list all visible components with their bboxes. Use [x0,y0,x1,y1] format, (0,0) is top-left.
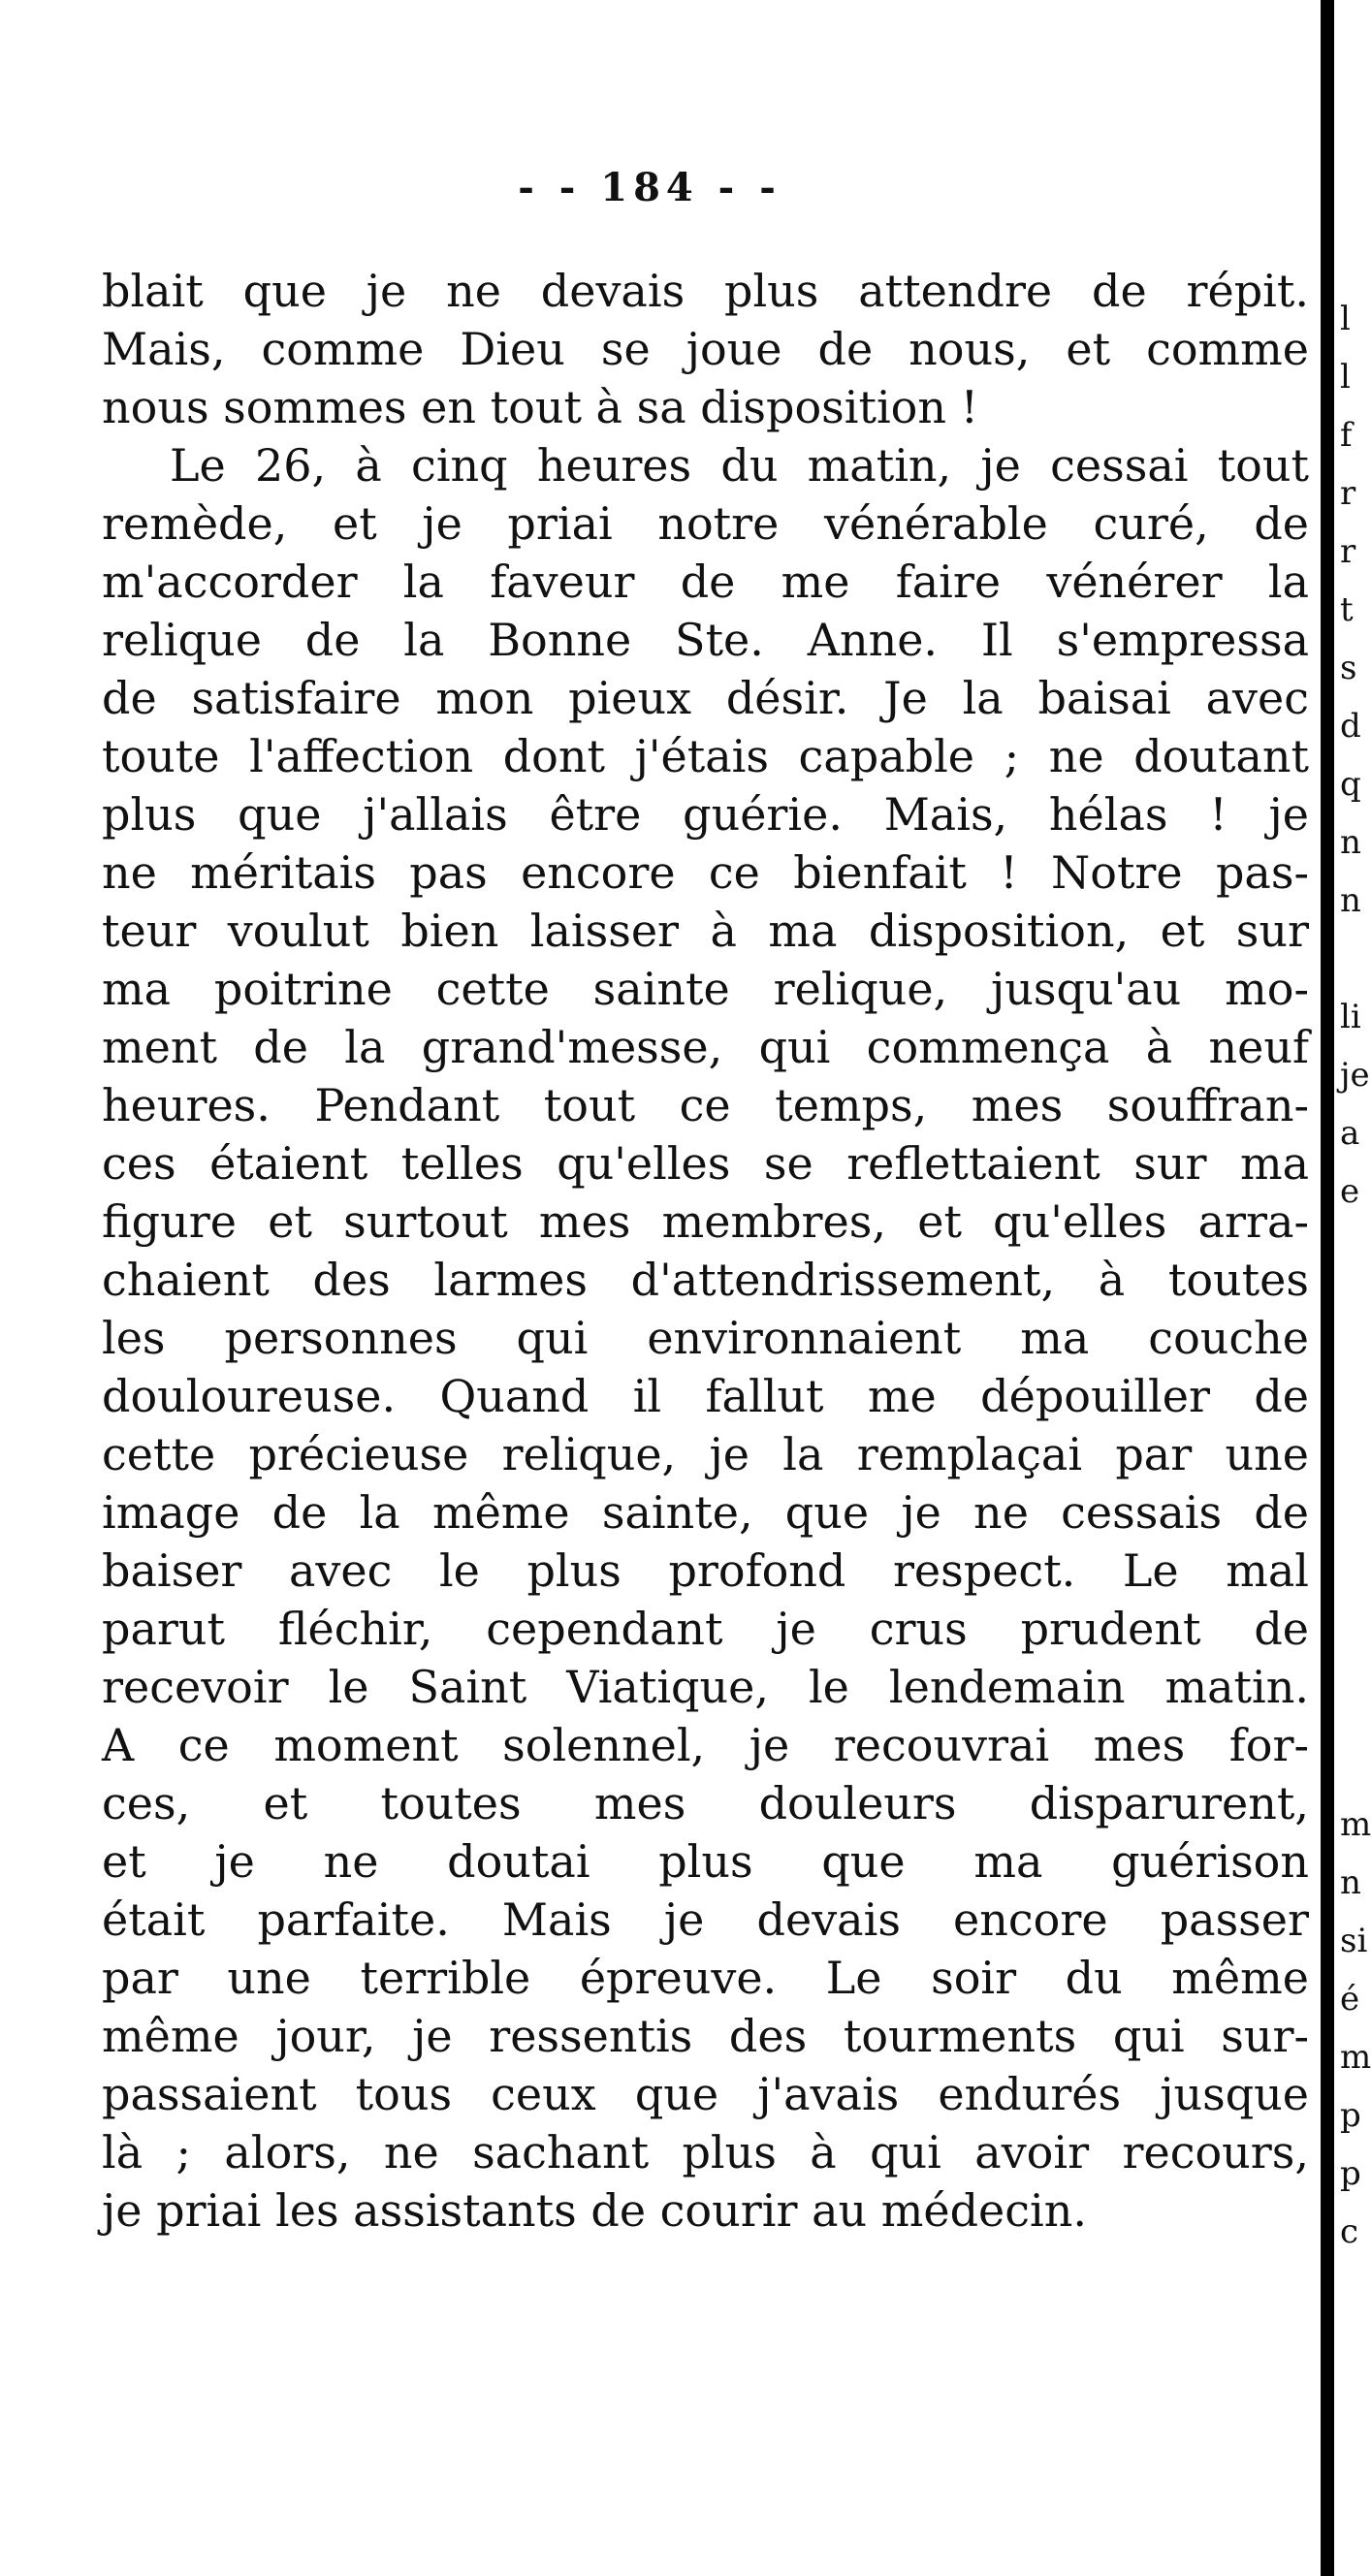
fragment-letter: d [1340,707,1361,746]
fragment-letter: s [1340,649,1357,687]
fragment-letter: li [1340,998,1361,1036]
text-line: Le 26, à cinq heures du matin, je cessai tout [170,439,1309,492]
fragment-letter: a [1340,1114,1360,1153]
page-gutter-edge [1321,0,1334,2576]
fragment-letter: e [1340,1172,1360,1211]
fragment-letter: r [1340,532,1356,571]
text-line: et je ne doutai plus que ma guérison [102,1835,1309,1888]
text-line: cette précieuse relique, je la remplaçai par une [102,1428,1309,1480]
text-line: baiser avec le plus profond respect. Le mal [102,1544,1309,1597]
adjacent-page-fragments [1340,0,1371,2576]
body-text [102,262,1309,2240]
fragment-letter: p [1340,2154,1361,2193]
text-line: nous sommes en tout à sa disposition ! [102,381,979,433]
text-line: ces étaient telles qu'elles se reflettaient sur ma [102,1137,1309,1190]
text-line: ment de la grand'messe, qui commença à neuf [102,1021,1309,1073]
page-number: - - 184 - - [518,165,781,210]
fragment-letter: c [1340,2212,1359,2251]
text-line: ne méritais pas encore ce bienfait ! Notre pas- [102,846,1309,899]
fragment-letter: f [1340,416,1353,455]
text-line: figure et surtout mes membres, et qu'elles arra- [102,1195,1309,1248]
fragment-letter: si [1340,1922,1368,1960]
fragment-letter: l [1340,300,1351,338]
text-line: passaient tous ceux que j'avais endurés jusque [102,2068,1309,2120]
text-line: était parfaite. Mais je devais encore passer [102,1893,1309,1946]
text-line: Mais, comme Dieu se joue de nous, et comme [102,323,1309,375]
text-line: relique de la Bonne Ste. Anne. Il s'empressa [102,614,1309,666]
fragment-letter: m [1340,2038,1371,2077]
text-line: chaient des larmes d'attendrissement, à toutes [102,1254,1309,1306]
text-line: m'accorder la faveur de me faire vénérer la [102,556,1309,608]
text-line: je priai les assistants de courir au médecin. [102,2184,1087,2237]
text-line: recevoir le Saint Viatique, le lendemain matin. [102,1661,1309,1713]
text-line: blait que je ne devais plus attendre de répit. [102,265,1309,317]
text-line: ma poitrine cette sainte relique, jusqu'au mo- [102,963,1309,1015]
fragment-letter: n [1340,823,1361,862]
text-line: même jour, je ressentis des tourments qui sur- [102,2010,1309,2062]
text-line: là ; alors, ne sachant plus à qui avoir recours, [102,2126,1309,2178]
fragment-letter: q [1340,765,1361,804]
fragment-letter: t [1340,590,1354,629]
text-line: toute l'affection dont j'étais capable ; ne doutant [102,730,1309,782]
text-line: par une terrible épreuve. Le soir du même [102,1952,1309,2004]
text-line: douloureuse. Quand il fallut me dépouiller de [102,1370,1309,1422]
text-line: plus que j'allais être guérie. Mais, hélas ! je [102,788,1309,841]
fragment-letter: n [1340,881,1361,920]
fragment-letter: m [1340,1805,1371,1844]
fragment-letter: l [1340,358,1351,397]
text-line: heures. Pendant tout ce temps, mes souffran- [102,1079,1309,1131]
text-line: les personnes qui environnaient ma couche [102,1312,1309,1364]
text-line: parut fléchir, cependant je crus prudent de [102,1603,1309,1655]
text-line: A ce moment solennel, je recouvrai mes for- [102,1719,1309,1771]
text-line: de satisfaire mon pieux désir. Je la baisai avec [102,672,1309,724]
fragment-letter: r [1340,474,1356,513]
fragment-letter: é [1340,1980,1360,2019]
text-line: ces, et toutes mes douleurs disparurent, [102,1777,1309,1829]
text-line: remède, et je priai notre vénérable curé, de [102,497,1309,550]
text-line: image de la même sainte, que je ne cessais de [102,1486,1309,1539]
fragment-letter: n [1340,1863,1361,1902]
fragment-letter: je [1340,1056,1370,1095]
fragment-letter: p [1340,2096,1361,2135]
text-line: teur voulut bien laisser à ma disposition, et sur [102,905,1309,957]
